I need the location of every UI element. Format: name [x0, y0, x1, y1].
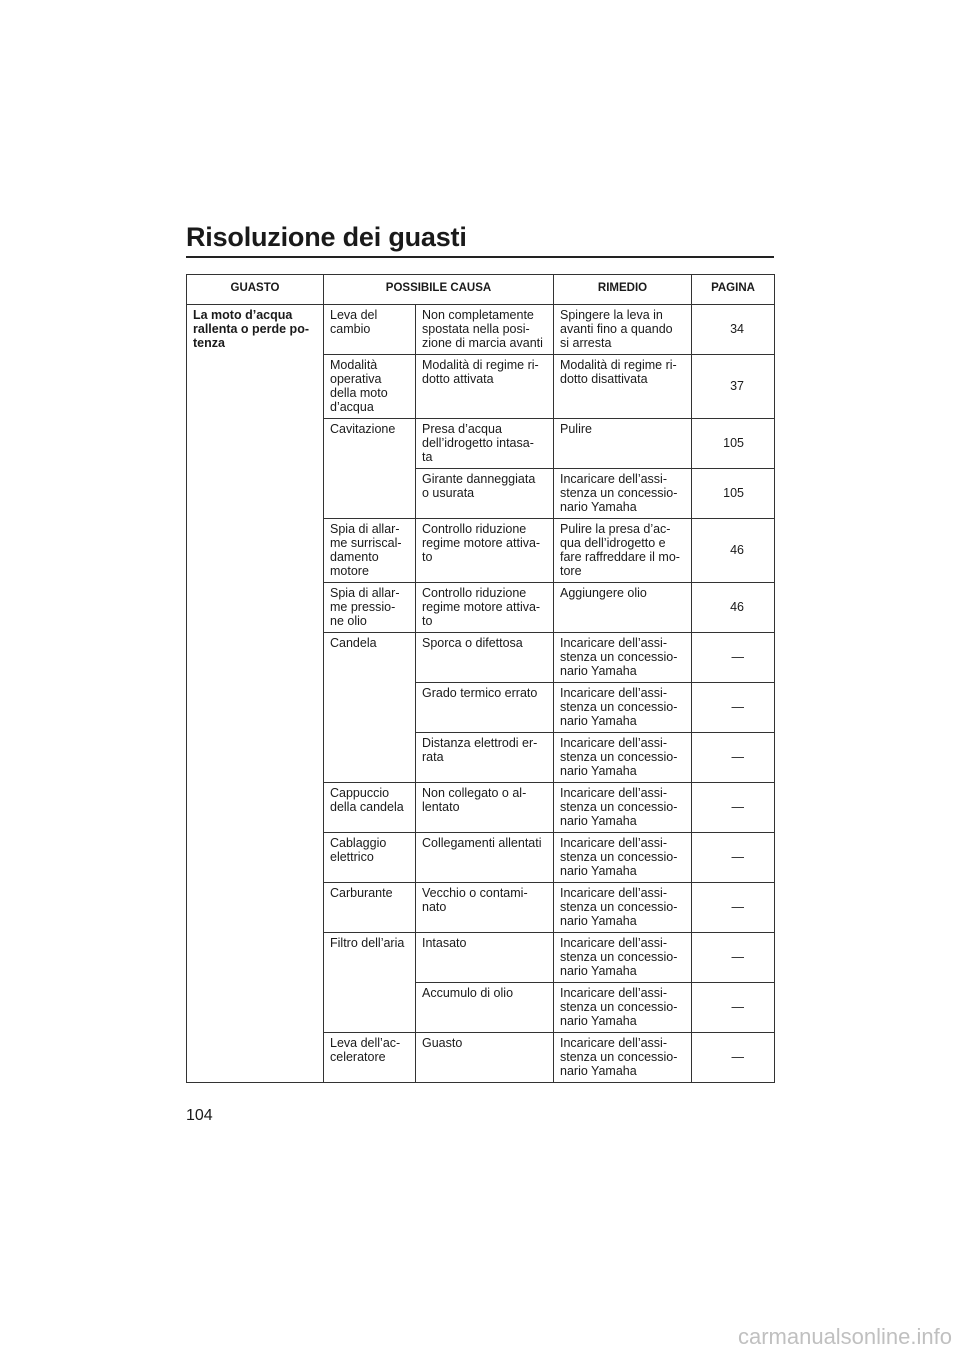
table-body [187, 305, 775, 1083]
page-number: 104 [186, 1107, 213, 1124]
cause-cell: Spia di allar- me surriscal- damento motore [324, 519, 416, 583]
cause-cell: Cablaggio elettrico [324, 833, 416, 883]
detail-cell: Controllo riduzione regime motore attiva- to [416, 519, 554, 583]
detail-cell: Non completamente spostata nella posi- zione di marcia avanti [416, 305, 554, 355]
page-cell: — [692, 733, 775, 783]
remedy-cell: Incaricare dell’assi- stenza un concessio- nario Yamaha [554, 469, 692, 519]
header-rimedio: RIMEDIO [554, 275, 692, 305]
page-cell: — [692, 633, 775, 683]
page-cell: 46 [692, 519, 775, 583]
remedy-cell: Spingere la leva in avanti fino a quando si arresta [554, 305, 692, 355]
detail-cell: Controllo riduzione regime motore attiva- to [416, 583, 554, 633]
page-cell: 34 [692, 305, 775, 355]
detail-cell: Presa d’acqua dell’idrogetto intasa- ta [416, 419, 554, 469]
page-cell: — [692, 783, 775, 833]
detail-cell: Grado termico errato [416, 683, 554, 733]
cause-cell: Carburante [324, 883, 416, 933]
header-possibile-causa: POSSIBILE CAUSA [324, 275, 554, 305]
page-cell: 37 [692, 355, 775, 419]
remedy-cell: Incaricare dell’assi- stenza un concessio- nario Yamaha [554, 883, 692, 933]
remedy-cell: Incaricare dell’assi- stenza un concessio- nario Yamaha [554, 683, 692, 733]
cause-cell: Cavitazione [324, 419, 416, 519]
title-rule [186, 256, 774, 258]
detail-cell: Guasto [416, 1033, 554, 1083]
remedy-cell: Incaricare dell’assi- stenza un concessio- nario Yamaha [554, 733, 692, 783]
table-row [187, 305, 775, 355]
detail-cell: Intasato [416, 933, 554, 983]
troubleshooting-table [186, 274, 775, 1083]
header-pagina: PAGINA [692, 275, 775, 305]
remedy-cell: Incaricare dell’assi- stenza un concessio- nario Yamaha [554, 783, 692, 833]
remedy-cell: Pulire [554, 419, 692, 469]
detail-cell: Collegamenti allentati [416, 833, 554, 883]
cause-cell: Leva del cambio [324, 305, 416, 355]
cause-cell: Cappuccio della candela [324, 783, 416, 833]
detail-cell: Accumulo di olio [416, 983, 554, 1033]
cause-cell: Spia di allar- me pressio- ne olio [324, 583, 416, 633]
page-cell: 105 [692, 419, 775, 469]
remedy-cell: Incaricare dell’assi- stenza un concessio- nario Yamaha [554, 633, 692, 683]
header-guasto: GUASTO [187, 275, 324, 305]
remedy-cell: Pulire la presa d’ac- qua dell’idrogetto e fare raffreddare il mo- tore [554, 519, 692, 583]
detail-cell: Sporca o difettosa [416, 633, 554, 683]
detail-cell: Girante danneggiata o usurata [416, 469, 554, 519]
page-cell: — [692, 883, 775, 933]
page-cell: 105 [692, 469, 775, 519]
page-cell: — [692, 1033, 775, 1083]
remedy-cell: Aggiungere olio [554, 583, 692, 633]
page-cell: — [692, 983, 775, 1033]
page-cell: 46 [692, 583, 775, 633]
page-cell: — [692, 933, 775, 983]
remedy-cell: Incaricare dell’assi- stenza un concessio- nario Yamaha [554, 983, 692, 1033]
table-header-row [187, 275, 775, 305]
page-title: Risoluzione dei guasti [186, 222, 467, 252]
watermark: carmanualsonline.info [737, 1324, 952, 1349]
fault-cell: La moto d’acqua rallenta o perde po- tenza [187, 305, 324, 1083]
page-cell: — [692, 833, 775, 883]
detail-cell: Non collegato o al- lentato [416, 783, 554, 833]
cause-cell: Filtro dell’aria [324, 933, 416, 1033]
cause-cell: Modalità operativa della moto d’acqua [324, 355, 416, 419]
cause-cell: Leva dell’ac- celeratore [324, 1033, 416, 1083]
cause-cell: Candela [324, 633, 416, 783]
detail-cell: Vecchio o contami- nato [416, 883, 554, 933]
remedy-cell: Incaricare dell’assi- stenza un concessio- nario Yamaha [554, 833, 692, 883]
remedy-cell: Incaricare dell’assi- stenza un concessio- nario Yamaha [554, 933, 692, 983]
detail-cell: Distanza elettrodi er- rata [416, 733, 554, 783]
page-cell: — [692, 683, 775, 733]
remedy-cell: Incaricare dell’assi- stenza un concessio- nario Yamaha [554, 1033, 692, 1083]
remedy-cell: Modalità di regime ri- dotto disattivata [554, 355, 692, 419]
detail-cell: Modalità di regime ri- dotto attivata [416, 355, 554, 419]
